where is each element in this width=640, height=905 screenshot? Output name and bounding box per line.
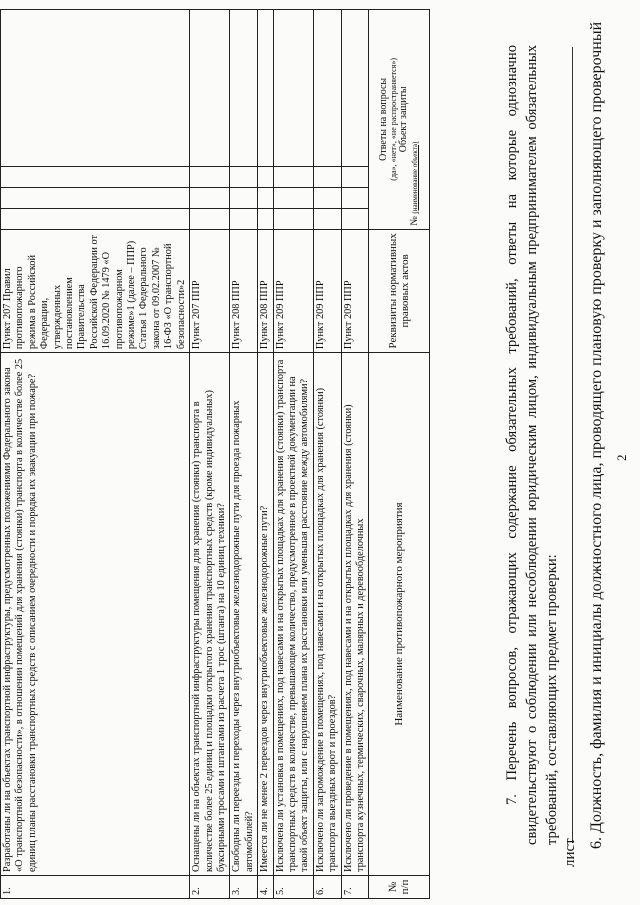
intro-paragraph: 7. Перечень вопросов, отражающих содержание обязательных требований, ответы на которые однозначно свидетельствуют о соблюдении или несоблюдении юридическим лицом, индивидуальным предпринимателем обязательных требований, составляющих предмет проверки: <box>504 45 560 845</box>
cell-num: 5. <box>273 876 313 899</box>
heading-list-word: лист <box>562 838 578 867</box>
answers-title: Ответы на вопросы <box>377 77 389 161</box>
cell-req: Пункт 209 ППР <box>341 229 369 352</box>
cell-req: Пункт 207 ППР <box>190 229 230 352</box>
cell-name: Оснащены ли на объектах транспортной инфраструктуры помещения для хранения (стоянки) транспорта в количестве более 25 единиц и площадки открытого хранения транспортных средств (кроме индивидуальных) буксирными тросами и штангами из расчета 1 трос (штанга) на 10 единиц техники? <box>190 353 230 876</box>
cell-name: Исключено ли загромождение в помещениях, под навесами и на открытых площадках для хранения (стоянки) транспорта выездных ворот и проездов? <box>313 353 341 876</box>
underline <box>572 47 573 843</box>
table-row-2 <box>190 10 230 899</box>
cell-req: Пункт 208 ППР <box>258 229 273 352</box>
object-number-sign: № <box>408 216 420 226</box>
cell-name: Исключено ли проведение в помещениях, под навесами и на открытых площадках для хранения (стоянки) транспорта кузнечных, термических, сварочных, малярных и деревообделочных <box>341 353 369 876</box>
table-row-1 <box>1 10 190 899</box>
cell-name: Разработаны ли на объектах транспортной инфраструктуры, предусмотренных положениями Федерального закона «О транспортной безопасности», в отношении помещений для хранения (стоянки) транспорта в количестве более 25 единиц планы расстановки транспортных средств с описанием очередности и порядка их эвакуации при пожаре? <box>1 353 190 876</box>
table-row-3 <box>230 10 258 899</box>
table-header-row <box>369 10 430 899</box>
cell-req: Пункт 209 ППР <box>313 229 341 352</box>
cell-num: 2. <box>190 876 230 899</box>
header-name: Наименование противопожарного мероприятия <box>369 353 430 876</box>
table-row-7 <box>341 10 369 899</box>
cell-num: 1. <box>1 876 190 899</box>
table-row-6 <box>313 10 341 899</box>
object-title: Объект защиты <box>397 86 409 153</box>
cell-num: 3. <box>230 876 258 899</box>
checklist-table <box>0 9 430 899</box>
object-subtitle: (наименование объекта) <box>410 141 419 214</box>
heading-line: 6. Должность, фамилия и инициалы должностного лица, проводящего плановую проверку и заполняющего проверочный <box>588 21 605 849</box>
header-num: № п/п <box>369 876 430 899</box>
table-row-4 <box>258 10 273 899</box>
answers-subtitle: (да», «нет», «не распространяется») <box>388 57 398 181</box>
page-number: 2 <box>614 454 629 461</box>
cell-name: Исключена ли установка в помещениях, под навесами и на открытых площадках для хранения (стоянки) транспорта транспортных средств в количестве, превышающем количество, предусмотренное в проектной документации на такой объект защиты, или с нарушением плана их расстановки или уменьшая расстояние между автомобилями? <box>273 353 313 876</box>
cell-num: 4. <box>258 876 273 899</box>
cell-num: 7. <box>341 876 369 899</box>
table-row-5 <box>273 10 313 899</box>
cell-num: 6. <box>313 876 341 899</box>
cell-req: Пункт 209 ППР <box>273 229 313 352</box>
cell-name: Свободны ли переезды и переходы через внутриобъектовые железнодорожные пути для проезда пожарных автомобилей? <box>230 353 258 876</box>
header-req: Реквизиты нормативных правовых актов <box>369 229 430 352</box>
header-answers <box>369 10 430 230</box>
cell-req: Пункт 207 Правил противопожарного режима в Российской Федерации, утвержденных постановлением Правительства Российской Федерации от 16.09.2020 № 1479 «О противопожарном режиме»1 (далее – ППР) Статья 1 Федерального закона от 09.02.2007 № 16-ФЗ «О транспортной безопасности»2 <box>1 229 190 352</box>
cell-name: Имеется ли не менее 2 переездов через внутриобъектовые железнодорожные пути? <box>258 353 273 876</box>
cell-req: Пункт 208 ППР <box>230 229 258 352</box>
